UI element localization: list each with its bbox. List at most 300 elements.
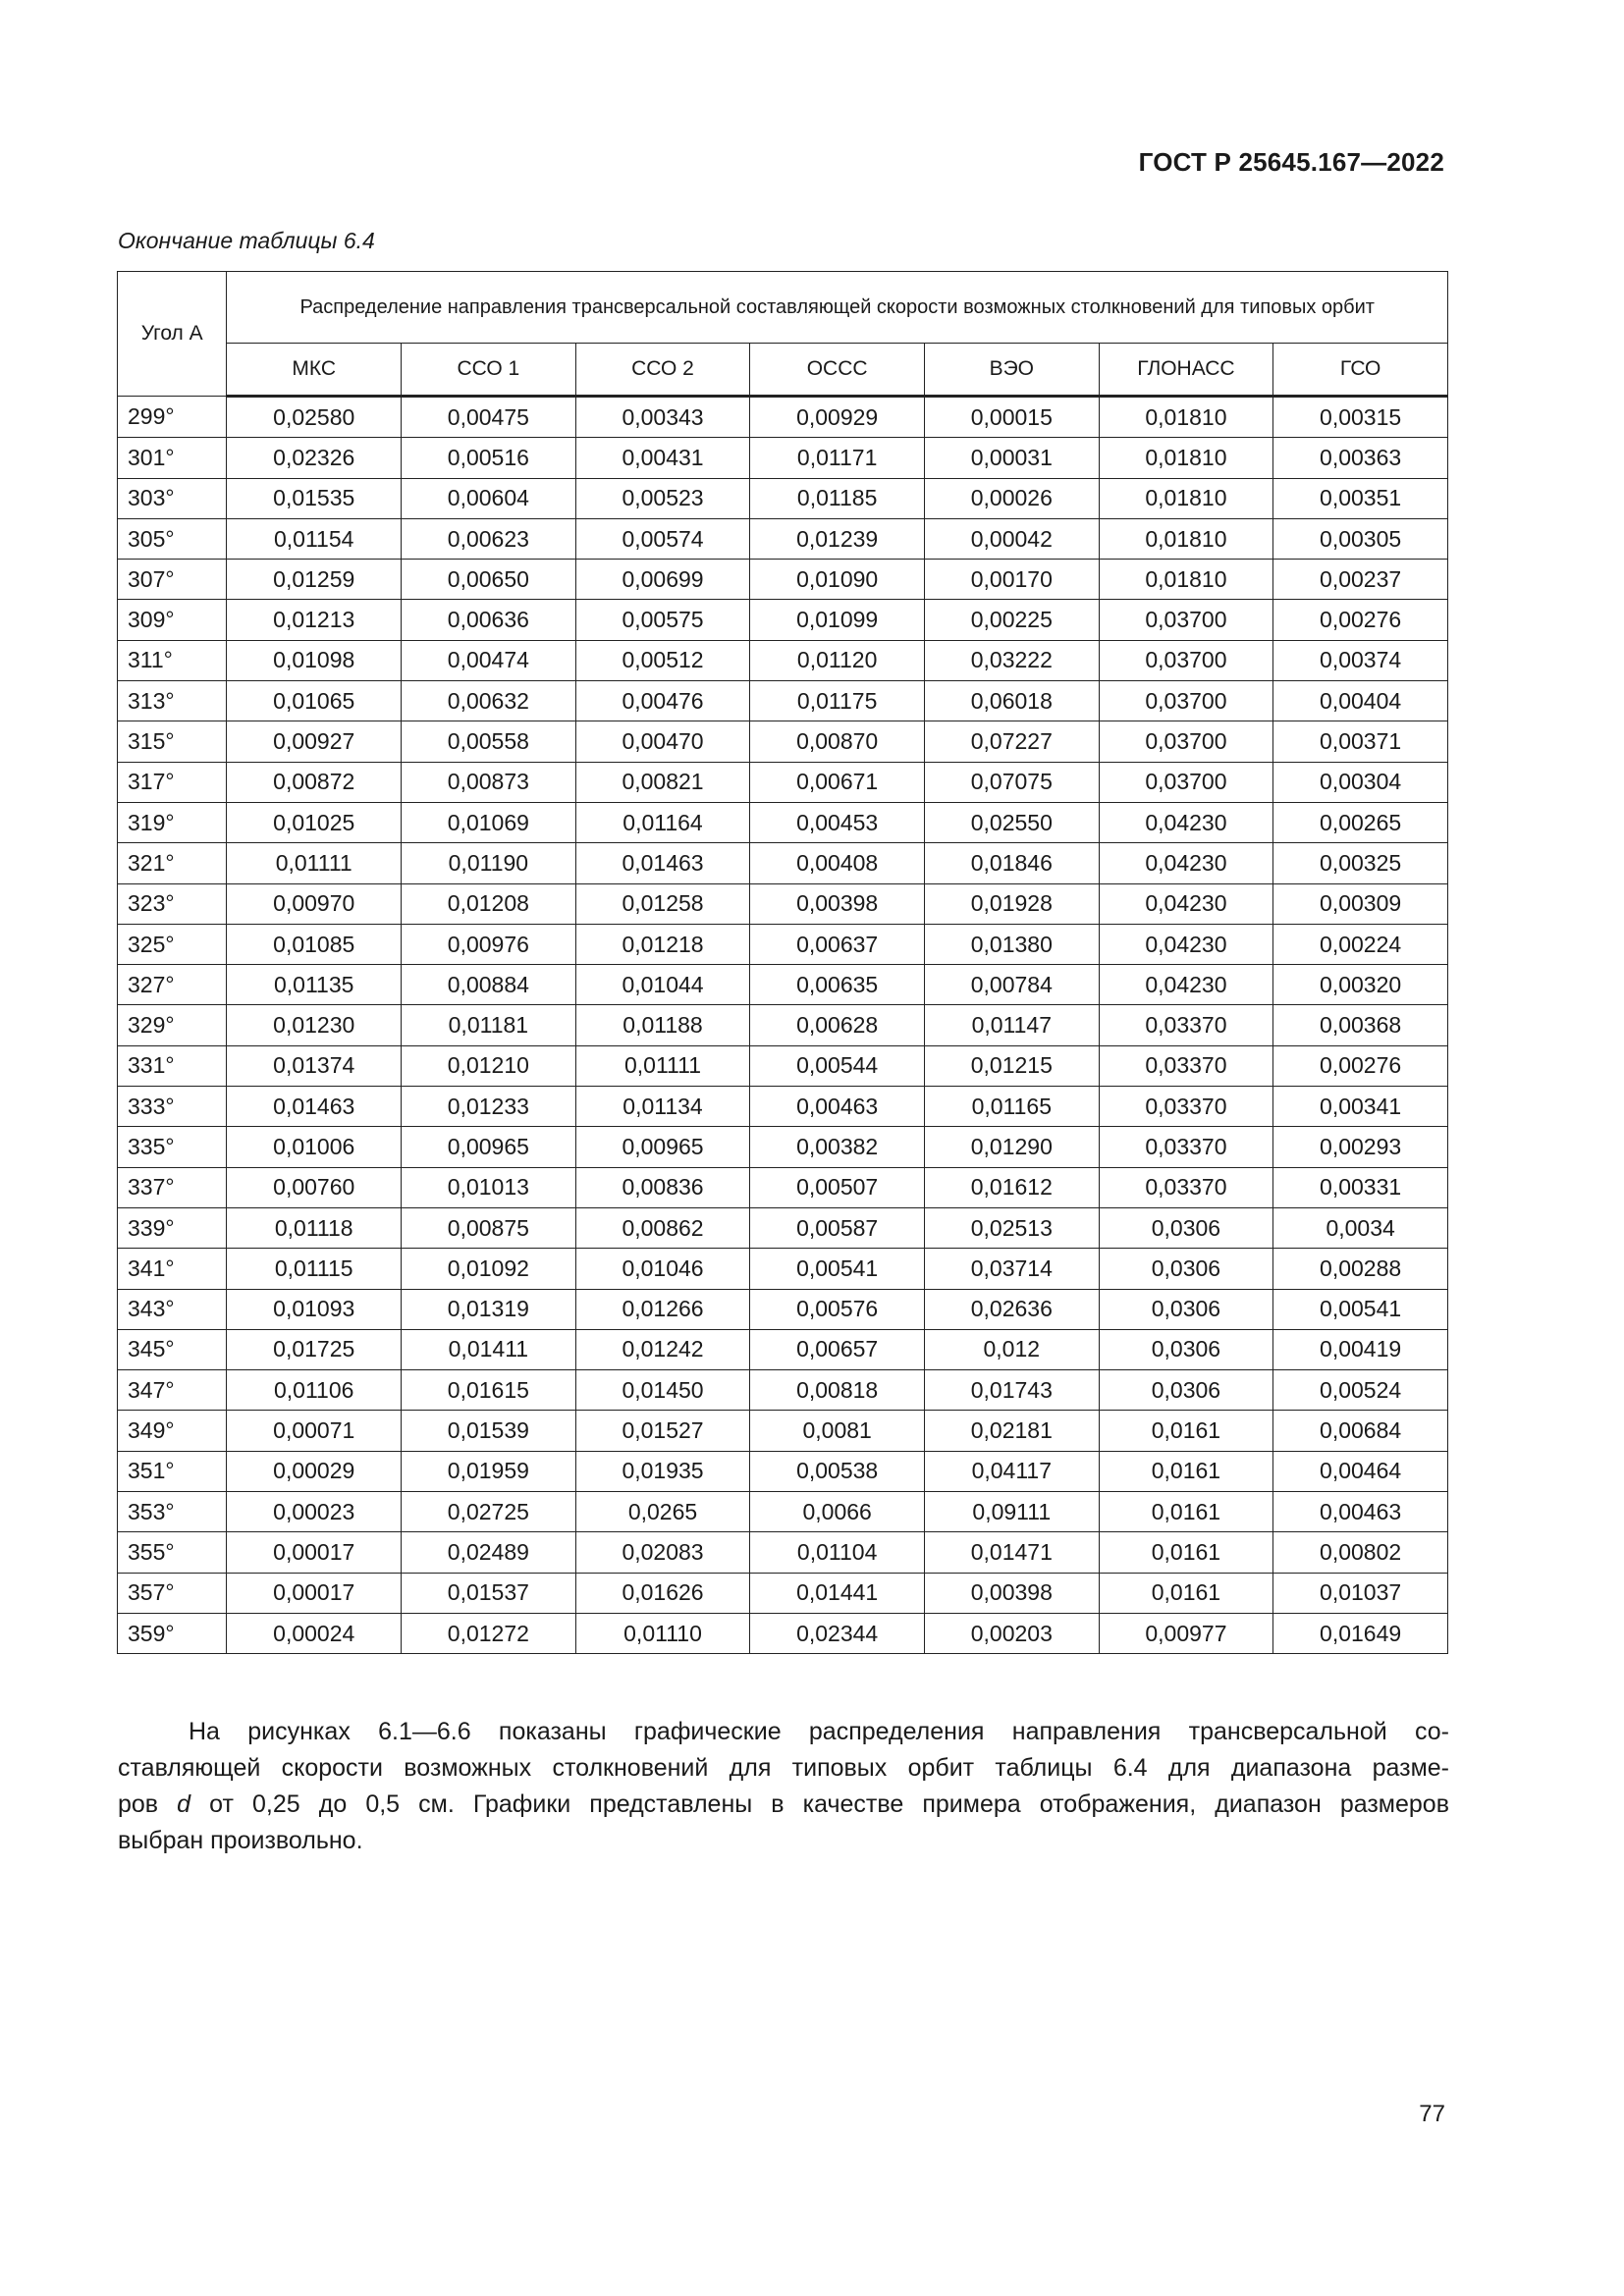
value-cell: 0,00203 — [924, 1613, 1099, 1653]
value-cell: 0,00017 — [227, 1532, 402, 1573]
value-cell: 0,01612 — [924, 1167, 1099, 1207]
value-cell: 0,01065 — [227, 681, 402, 721]
value-cell: 0,00368 — [1273, 1005, 1448, 1045]
angle-cell: 343° — [118, 1289, 227, 1329]
angle-cell: 329° — [118, 1005, 227, 1045]
value-cell: 0,00276 — [1273, 600, 1448, 640]
value-cell: 0,01215 — [924, 1045, 1099, 1086]
value-cell: 0,04230 — [1099, 924, 1273, 964]
angle-cell: 323° — [118, 883, 227, 924]
value-cell: 0,01411 — [402, 1329, 576, 1369]
value-cell: 0,01810 — [1099, 438, 1273, 478]
value-cell: 0,00929 — [750, 397, 925, 438]
angle-cell: 313° — [118, 681, 227, 721]
value-cell: 0,01441 — [750, 1573, 925, 1613]
value-cell: 0,01810 — [1099, 478, 1273, 518]
value-cell: 0,00875 — [402, 1207, 576, 1248]
table-row — [118, 843, 1448, 883]
value-cell: 0,00965 — [402, 1127, 576, 1167]
value-cell: 0,01135 — [227, 965, 402, 1005]
value-cell: 0,00671 — [750, 762, 925, 802]
orbit-column-header: ГСО — [1273, 344, 1448, 397]
value-cell: 0,01259 — [227, 560, 402, 600]
value-cell: 0,00623 — [402, 518, 576, 559]
value-cell: 0,00363 — [1273, 438, 1448, 478]
table-row — [118, 1045, 1448, 1086]
value-cell: 0,00699 — [575, 560, 750, 600]
value-cell: 0,00632 — [402, 681, 576, 721]
value-cell: 0,00331 — [1273, 1167, 1448, 1207]
table-row — [118, 1573, 1448, 1613]
angle-cell: 305° — [118, 518, 227, 559]
orbit-column-header: ССО 1 — [402, 344, 576, 397]
value-cell: 0,00288 — [1273, 1249, 1448, 1289]
value-cell: 0,00320 — [1273, 965, 1448, 1005]
value-cell: 0,01098 — [227, 640, 402, 680]
value-cell: 0,00470 — [575, 721, 750, 762]
value-cell: 0,01380 — [924, 924, 1099, 964]
table-row — [118, 600, 1448, 640]
value-cell: 0,02326 — [227, 438, 402, 478]
value-cell: 0,00977 — [1099, 1613, 1273, 1653]
value-cell: 0,01085 — [227, 924, 402, 964]
table-row — [118, 1370, 1448, 1411]
value-cell: 0,03700 — [1099, 600, 1273, 640]
value-cell: 0,00464 — [1273, 1451, 1448, 1491]
value-cell: 0,00474 — [402, 640, 576, 680]
value-cell: 0,00463 — [750, 1087, 925, 1127]
value-cell: 0,00524 — [1273, 1370, 1448, 1411]
table-row — [118, 924, 1448, 964]
value-cell: 0,00507 — [750, 1167, 925, 1207]
table-row — [118, 721, 1448, 762]
value-cell: 0,03700 — [1099, 681, 1273, 721]
value-cell: 0,03370 — [1099, 1127, 1273, 1167]
value-cell: 0,00398 — [924, 1573, 1099, 1613]
value-cell: 0,00684 — [1273, 1411, 1448, 1451]
value-cell: 0,01190 — [402, 843, 576, 883]
value-cell: 0,04230 — [1099, 965, 1273, 1005]
page-number: 77 — [1419, 2101, 1445, 2127]
value-cell: 0,00293 — [1273, 1127, 1448, 1167]
angle-cell: 303° — [118, 478, 227, 518]
value-cell: 0,01319 — [402, 1289, 576, 1329]
value-cell: 0,06018 — [924, 681, 1099, 721]
table-row — [118, 1451, 1448, 1491]
value-cell: 0,01106 — [227, 1370, 402, 1411]
angle-cell: 331° — [118, 1045, 227, 1086]
angle-cell: 353° — [118, 1492, 227, 1532]
value-cell: 0,00970 — [227, 883, 402, 924]
value-cell: 0,02489 — [402, 1532, 576, 1573]
value-cell: 0,02580 — [227, 397, 402, 438]
value-cell: 0,00587 — [750, 1207, 925, 1248]
table-row — [118, 518, 1448, 559]
value-cell: 0,00023 — [227, 1492, 402, 1532]
paragraph-line — [118, 1787, 1449, 1823]
angle-cell: 319° — [118, 802, 227, 842]
value-cell: 0,00523 — [575, 478, 750, 518]
value-cell: 0,00965 — [575, 1127, 750, 1167]
value-cell: 0,00604 — [402, 478, 576, 518]
value-cell: 0,00265 — [1273, 802, 1448, 842]
value-cell: 0,00650 — [402, 560, 576, 600]
value-cell: 0,00635 — [750, 965, 925, 1005]
value-cell: 0,01006 — [227, 1127, 402, 1167]
table-row — [118, 1087, 1448, 1127]
orbit-column-header: МКС — [227, 344, 402, 397]
angle-cell: 317° — [118, 762, 227, 802]
value-cell: 0,00784 — [924, 965, 1099, 1005]
value-cell: 0,04230 — [1099, 883, 1273, 924]
angle-cell: 349° — [118, 1411, 227, 1451]
value-cell: 0,00541 — [1273, 1289, 1448, 1329]
value-cell: 0,01463 — [575, 843, 750, 883]
value-cell: 0,00516 — [402, 438, 576, 478]
table-row — [118, 1411, 1448, 1451]
value-cell: 0,01154 — [227, 518, 402, 559]
value-cell: 0,01208 — [402, 883, 576, 924]
value-cell: 0,00398 — [750, 883, 925, 924]
value-cell: 0,00821 — [575, 762, 750, 802]
value-cell: 0,0265 — [575, 1492, 750, 1532]
value-cell: 0,01463 — [227, 1087, 402, 1127]
value-cell: 0,00475 — [402, 397, 576, 438]
value-cell: 0,00574 — [575, 518, 750, 559]
value-cell: 0,00873 — [402, 762, 576, 802]
table-row — [118, 397, 1448, 438]
paragraph-text: ров — [118, 1790, 178, 1818]
value-cell: 0,00818 — [750, 1370, 925, 1411]
angle-cell: 309° — [118, 600, 227, 640]
value-cell: 0,01615 — [402, 1370, 576, 1411]
orbit-header-row — [118, 344, 1448, 397]
value-cell: 0,00512 — [575, 640, 750, 680]
value-cell: 0,0161 — [1099, 1532, 1273, 1573]
value-cell: 0,00382 — [750, 1127, 925, 1167]
value-cell: 0,01069 — [402, 802, 576, 842]
angle-cell: 315° — [118, 721, 227, 762]
angle-cell: 335° — [118, 1127, 227, 1167]
value-cell: 0,01725 — [227, 1329, 402, 1369]
value-cell: 0,01025 — [227, 802, 402, 842]
value-cell: 0,00225 — [924, 600, 1099, 640]
value-cell: 0,00575 — [575, 600, 750, 640]
value-cell: 0,00343 — [575, 397, 750, 438]
value-cell: 0,00836 — [575, 1167, 750, 1207]
value-cell: 0,00315 — [1273, 397, 1448, 438]
angle-cell: 355° — [118, 1532, 227, 1573]
table-row — [118, 802, 1448, 842]
value-cell: 0,01374 — [227, 1045, 402, 1086]
value-cell: 0,0081 — [750, 1411, 925, 1451]
value-cell: 0,07227 — [924, 721, 1099, 762]
value-cell: 0,00042 — [924, 518, 1099, 559]
value-cell: 0,01959 — [402, 1451, 576, 1491]
value-cell: 0,00237 — [1273, 560, 1448, 600]
value-cell: 0,01115 — [227, 1249, 402, 1289]
value-cell: 0,00463 — [1273, 1492, 1448, 1532]
value-cell: 0,01230 — [227, 1005, 402, 1045]
table-row — [118, 1329, 1448, 1369]
value-cell: 0,01218 — [575, 924, 750, 964]
angle-cell: 347° — [118, 1370, 227, 1411]
value-cell: 0,01188 — [575, 1005, 750, 1045]
angle-cell: 311° — [118, 640, 227, 680]
value-cell: 0,00419 — [1273, 1329, 1448, 1369]
value-cell: 0,0066 — [750, 1492, 925, 1532]
value-cell: 0,02344 — [750, 1613, 925, 1653]
angle-cell: 327° — [118, 965, 227, 1005]
value-cell: 0,00304 — [1273, 762, 1448, 802]
value-cell: 0,00031 — [924, 438, 1099, 478]
angle-cell: 359° — [118, 1613, 227, 1653]
value-cell: 0,00029 — [227, 1451, 402, 1491]
value-cell: 0,03370 — [1099, 1087, 1273, 1127]
value-cell: 0,00024 — [227, 1613, 402, 1653]
value-cell: 0,01537 — [402, 1573, 576, 1613]
value-cell: 0,01535 — [227, 478, 402, 518]
value-cell: 0,00872 — [227, 762, 402, 802]
value-cell: 0,03700 — [1099, 640, 1273, 680]
orbit-column-header: ВЭО — [924, 344, 1099, 397]
value-cell: 0,00371 — [1273, 721, 1448, 762]
value-cell: 0,01171 — [750, 438, 925, 478]
value-cell: 0,01527 — [575, 1411, 750, 1451]
value-cell: 0,01810 — [1099, 560, 1273, 600]
angle-cell: 345° — [118, 1329, 227, 1369]
value-cell: 0,01928 — [924, 883, 1099, 924]
value-cell: 0,00374 — [1273, 640, 1448, 680]
value-cell: 0,01118 — [227, 1207, 402, 1248]
value-cell: 0,00628 — [750, 1005, 925, 1045]
value-cell: 0,03222 — [924, 640, 1099, 680]
value-cell: 0,00541 — [750, 1249, 925, 1289]
value-cell: 0,00544 — [750, 1045, 925, 1086]
value-cell: 0,01185 — [750, 478, 925, 518]
value-cell: 0,01272 — [402, 1613, 576, 1653]
value-cell: 0,03370 — [1099, 1005, 1273, 1045]
value-cell: 0,01044 — [575, 965, 750, 1005]
table-row — [118, 1613, 1448, 1653]
value-cell: 0,01935 — [575, 1451, 750, 1491]
value-cell: 0,0034 — [1273, 1207, 1448, 1248]
angle-cell: 299° — [118, 397, 227, 438]
value-cell: 0,00408 — [750, 843, 925, 883]
value-cell: 0,00015 — [924, 397, 1099, 438]
value-cell: 0,00870 — [750, 721, 925, 762]
value-cell: 0,01239 — [750, 518, 925, 559]
value-cell: 0,01110 — [575, 1613, 750, 1653]
value-cell: 0,00276 — [1273, 1045, 1448, 1086]
value-cell: 0,01210 — [402, 1045, 576, 1086]
value-cell: 0,00476 — [575, 681, 750, 721]
value-cell: 0,02513 — [924, 1207, 1099, 1248]
angle-column-header: Угол А — [118, 272, 227, 397]
value-cell: 0,01213 — [227, 600, 402, 640]
angle-cell: 307° — [118, 560, 227, 600]
value-cell: 0,0306 — [1099, 1249, 1273, 1289]
value-cell: 0,00558 — [402, 721, 576, 762]
value-cell: 0,00802 — [1273, 1532, 1448, 1573]
paragraph-text: от 0,25 до 0,5 см. Графики представлены в качестве примера отображения, диапазон размеров — [190, 1790, 1449, 1818]
value-cell: 0,01471 — [924, 1532, 1099, 1573]
angle-cell: 301° — [118, 438, 227, 478]
value-cell: 0,0161 — [1099, 1492, 1273, 1532]
value-cell: 0,01164 — [575, 802, 750, 842]
orbit-column-header: ГЛОНАСС — [1099, 344, 1273, 397]
body-paragraph — [118, 1714, 1449, 1859]
value-cell: 0,01233 — [402, 1087, 576, 1127]
table-row — [118, 1207, 1448, 1248]
value-cell: 0,00017 — [227, 1573, 402, 1613]
value-cell: 0,00071 — [227, 1411, 402, 1451]
angle-cell: 351° — [118, 1451, 227, 1491]
value-cell: 0,01090 — [750, 560, 925, 600]
table-row — [118, 681, 1448, 721]
value-cell: 0,01092 — [402, 1249, 576, 1289]
value-cell: 0,01181 — [402, 1005, 576, 1045]
value-cell: 0,00862 — [575, 1207, 750, 1248]
value-cell: 0,01450 — [575, 1370, 750, 1411]
value-cell: 0,01037 — [1273, 1573, 1448, 1613]
value-cell: 0,00224 — [1273, 924, 1448, 964]
value-cell: 0,00927 — [227, 721, 402, 762]
value-cell: 0,01104 — [750, 1532, 925, 1573]
table-row — [118, 1492, 1448, 1532]
value-cell: 0,00341 — [1273, 1087, 1448, 1127]
paragraph-line: выбран произвольно. — [118, 1827, 363, 1854]
angle-cell: 321° — [118, 843, 227, 883]
table-row — [118, 640, 1448, 680]
size-variable: d — [177, 1790, 191, 1818]
value-cell: 0,01539 — [402, 1411, 576, 1451]
value-cell: 0,01258 — [575, 883, 750, 924]
value-cell: 0,01266 — [575, 1289, 750, 1329]
value-cell: 0,00325 — [1273, 843, 1448, 883]
value-cell: 0,00453 — [750, 802, 925, 842]
table-row — [118, 1005, 1448, 1045]
table-row — [118, 1167, 1448, 1207]
value-cell: 0,01165 — [924, 1087, 1099, 1127]
value-cell: 0,00170 — [924, 560, 1099, 600]
value-cell: 0,04230 — [1099, 802, 1273, 842]
value-cell: 0,00637 — [750, 924, 925, 964]
value-cell: 0,01175 — [750, 681, 925, 721]
value-cell: 0,02725 — [402, 1492, 576, 1532]
value-cell: 0,00576 — [750, 1289, 925, 1329]
angle-cell: 339° — [118, 1207, 227, 1248]
distribution-group-header: Распределение направления трансверсальной составляющей скорости возможных столкновений для типовых орбит — [227, 272, 1448, 344]
value-cell: 0,01743 — [924, 1370, 1099, 1411]
value-cell: 0,00351 — [1273, 478, 1448, 518]
value-cell: 0,00026 — [924, 478, 1099, 518]
table-row — [118, 762, 1448, 802]
table-caption: Окончание таблицы 6.4 — [118, 228, 375, 253]
value-cell: 0,00538 — [750, 1451, 925, 1491]
value-cell: 0,03370 — [1099, 1167, 1273, 1207]
value-cell: 0,01649 — [1273, 1613, 1448, 1653]
value-cell: 0,00309 — [1273, 883, 1448, 924]
table-row — [118, 1532, 1448, 1573]
value-cell: 0,09111 — [924, 1492, 1099, 1532]
value-cell: 0,01111 — [227, 843, 402, 883]
orbit-column-header: ССО 2 — [575, 344, 750, 397]
paragraph-line: ставляющей скорости возможных столкновений для типовых орбит таблицы 6.4 для диапазона разме- — [118, 1754, 1449, 1782]
value-cell: 0,01242 — [575, 1329, 750, 1369]
value-cell: 0,0306 — [1099, 1289, 1273, 1329]
value-cell: 0,07075 — [924, 762, 1099, 802]
value-cell: 0,01147 — [924, 1005, 1099, 1045]
table-row — [118, 883, 1448, 924]
angle-cell: 341° — [118, 1249, 227, 1289]
table-row — [118, 965, 1448, 1005]
value-cell: 0,00305 — [1273, 518, 1448, 559]
value-cell: 0,0306 — [1099, 1329, 1273, 1369]
value-cell: 0,0161 — [1099, 1573, 1273, 1613]
table-row — [118, 1289, 1448, 1329]
table-body — [118, 397, 1448, 1654]
value-cell: 0,02550 — [924, 802, 1099, 842]
distribution-table — [117, 271, 1448, 1654]
table-row — [118, 1249, 1448, 1289]
value-cell: 0,01846 — [924, 843, 1099, 883]
value-cell: 0,04230 — [1099, 843, 1273, 883]
value-cell: 0,00404 — [1273, 681, 1448, 721]
value-cell: 0,00884 — [402, 965, 576, 1005]
value-cell: 0,03370 — [1099, 1045, 1273, 1086]
value-cell: 0,01099 — [750, 600, 925, 640]
value-cell: 0,00636 — [402, 600, 576, 640]
table-row — [118, 1127, 1448, 1167]
angle-cell: 357° — [118, 1573, 227, 1613]
value-cell: 0,02083 — [575, 1532, 750, 1573]
value-cell: 0,01093 — [227, 1289, 402, 1329]
value-cell: 0,00657 — [750, 1329, 925, 1369]
value-cell: 0,01120 — [750, 640, 925, 680]
value-cell: 0,01810 — [1099, 397, 1273, 438]
table-row — [118, 478, 1448, 518]
value-cell: 0,03700 — [1099, 762, 1273, 802]
value-cell: 0,01810 — [1099, 518, 1273, 559]
value-cell: 0,0306 — [1099, 1370, 1273, 1411]
angle-cell: 337° — [118, 1167, 227, 1207]
value-cell: 0,0161 — [1099, 1411, 1273, 1451]
value-cell: 0,02636 — [924, 1289, 1099, 1329]
angle-cell: 325° — [118, 924, 227, 964]
value-cell: 0,03700 — [1099, 721, 1273, 762]
value-cell: 0,01013 — [402, 1167, 576, 1207]
table-row — [118, 560, 1448, 600]
value-cell: 0,02181 — [924, 1411, 1099, 1451]
value-cell: 0,0306 — [1099, 1207, 1273, 1248]
value-cell: 0,04117 — [924, 1451, 1099, 1491]
value-cell: 0,01111 — [575, 1045, 750, 1086]
value-cell: 0,03714 — [924, 1249, 1099, 1289]
table-row — [118, 438, 1448, 478]
paragraph-line: На рисунках 6.1—6.6 показаны графические распределения направления трансверсальной со- — [189, 1718, 1449, 1745]
document-code: ГОСТ Р 25645.167—2022 — [1138, 147, 1444, 177]
orbit-column-header: ОССС — [750, 344, 925, 397]
value-cell: 0,01626 — [575, 1573, 750, 1613]
value-cell: 0,0161 — [1099, 1451, 1273, 1491]
value-cell: 0,00976 — [402, 924, 576, 964]
value-cell: 0,01290 — [924, 1127, 1099, 1167]
value-cell: 0,01046 — [575, 1249, 750, 1289]
value-cell: 0,00760 — [227, 1167, 402, 1207]
value-cell: 0,01134 — [575, 1087, 750, 1127]
value-cell: 0,012 — [924, 1329, 1099, 1369]
